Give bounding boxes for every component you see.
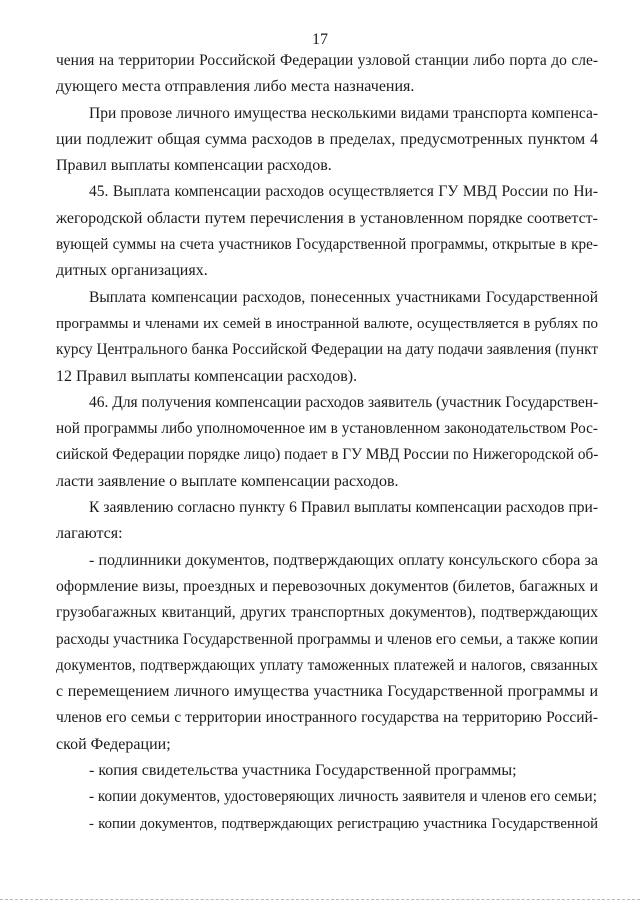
text-line: лагаются:	[56, 525, 123, 543]
text-line: чения на территории Российской Федерации узловой станции либо порта до сле-	[56, 52, 598, 69]
text-line: - копия свидетельства участника Государственной программы;	[89, 762, 517, 780]
text-line: 46. Для получения компенсации расходов заявитель (участник Государствен-	[89, 393, 599, 411]
text-line: оформление визы, проездных и перевозочных документов (билетов, багажных и	[56, 577, 598, 595]
text-line: дитных организациях.	[56, 262, 208, 280]
text-line: жегородской области путем перечисления в установленном порядке соответст-	[56, 209, 598, 227]
text-line: 12 Правил выплаты компенсации расходов).	[56, 367, 358, 385]
text-line: Выплата компенсации расходов, понесенных участниками Государственной	[89, 288, 598, 306]
text-line: расходы участника Государственной программы и членов его семьи, а также копии	[56, 630, 598, 648]
text-line: грузобагажных квитанций, других транспортных документов), подтверждающих	[56, 604, 598, 622]
text-line: К заявлению согласно пункту 6 Правил выплаты компенсации расходов при-	[89, 499, 598, 517]
text-line: членов его семьи с территории иностранного государства на территорию Россий-	[56, 709, 598, 727]
text-line: программы и членами их семей в иностранной валюте, осуществляется в рублях по	[56, 315, 598, 332]
text-line: с перемещением личного имущества участника Государственной программы и	[56, 683, 598, 701]
text-line: дующего места отправления либо места назначения.	[56, 78, 415, 96]
text-line: - копии документов, удостоверяющих личность заявителя и членов его семьи;	[89, 788, 597, 806]
text-line: 45. Выплата компенсации расходов осуществляется ГУ МВД России по Ни-	[89, 183, 598, 201]
text-line: документов, подтверждающих уплату таможенных платежей и налогов, связанных	[56, 656, 598, 674]
page-number: 17	[312, 31, 328, 48]
document-body	[56, 48, 598, 837]
text-line: - копии документов, подтверждающих регистрацию участника Государственной	[89, 815, 598, 832]
text-line: ной программы либо уполномоченное им в установленном законодательством Рос-	[56, 420, 598, 438]
text-line: Правил выплаты компенсации расходов.	[56, 157, 332, 175]
text-line: ции подлежит общая сумма расходов в пределах, предусмотренных пунктом 4	[56, 130, 598, 148]
text-line: - подлинники документов, подтверждающих оплату консульского сбора за	[89, 551, 598, 569]
text-line: курсу Центрального банка Российской Федерации на дату подачи заявления (пункт	[56, 341, 598, 359]
text-line: ласти заявление о выплате компенсации расходов.	[56, 472, 399, 490]
text-line: ской Федерации;	[56, 735, 171, 753]
page-bottom-edge	[0, 899, 640, 900]
text-line: сийской Федерации порядке лицо) подает в ГУ МВД России по Нижегородской об-	[56, 446, 599, 464]
text-line: вующей суммы на счета участников Государственной программы, открытые в кре-	[56, 236, 598, 254]
text-line: При провозе личного имущества несколькими видами транспорта компенса-	[89, 104, 598, 122]
